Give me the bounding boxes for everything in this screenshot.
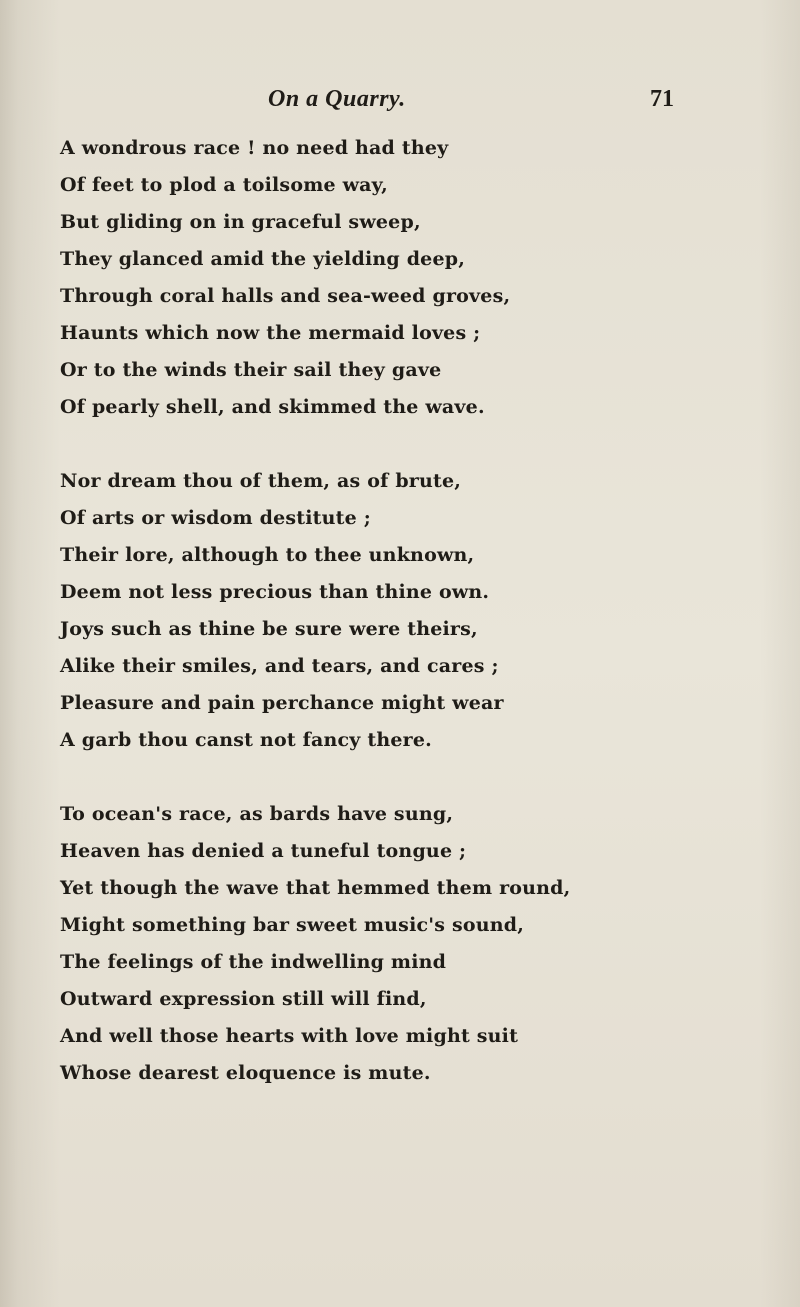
poem-line: Of feet to plod a toilsome way,: [60, 174, 388, 196]
poem-line: Might something bar sweet music's sound,: [60, 914, 525, 936]
poem-line: A wondrous race ! no need had they: [60, 137, 449, 159]
poem-line: Of arts or wisdom destitute ;: [60, 507, 371, 529]
poem-line: Of pearly shell, and skimmed the wave.: [60, 396, 485, 418]
page-number: 71: [650, 86, 674, 112]
poem-line: Deem not less precious than thine own.: [60, 581, 490, 603]
poem-line: Heaven has denied a tuneful tongue ;: [60, 840, 467, 862]
poem-line: Or to the winds their sail they gave: [60, 359, 442, 381]
running-title: On a Quarry.: [268, 86, 406, 112]
poem-line: But gliding on in graceful sweep,: [60, 211, 421, 233]
poem-line: A garb thou canst not fancy there.: [60, 729, 432, 751]
stanza-2: [60, 463, 780, 759]
poem-line: Pleasure and pain perchance might wear: [60, 692, 504, 714]
poem-line: Yet though the wave that hemmed them round,: [60, 877, 571, 899]
poem-line: Nor dream thou of them, as of brute,: [60, 470, 462, 492]
poem-line: Haunts which now the mermaid loves ;: [60, 322, 481, 344]
poem: [60, 130, 780, 1129]
poem-line: Joys such as thine be sure were theirs,: [60, 618, 478, 640]
poem-line: Through coral halls and sea-weed groves,: [60, 285, 511, 307]
poem-line: To ocean's race, as bards have sung,: [60, 803, 454, 825]
poem-line: And well those hearts with love might suit: [60, 1025, 519, 1047]
poem-line: Outward expression still will find,: [60, 988, 427, 1010]
poem-line: Alike their smiles, and tears, and cares ;: [60, 655, 499, 677]
poem-line: Whose dearest eloquence is mute.: [60, 1062, 431, 1084]
poem-line: The feelings of the indwelling mind: [60, 951, 447, 973]
running-head: [0, 82, 800, 122]
poem-line: They glanced amid the yielding deep,: [60, 248, 466, 270]
stanza-1: [60, 130, 780, 426]
stanza-3: [60, 796, 780, 1092]
poem-line: Their lore, although to thee unknown,: [60, 544, 475, 566]
